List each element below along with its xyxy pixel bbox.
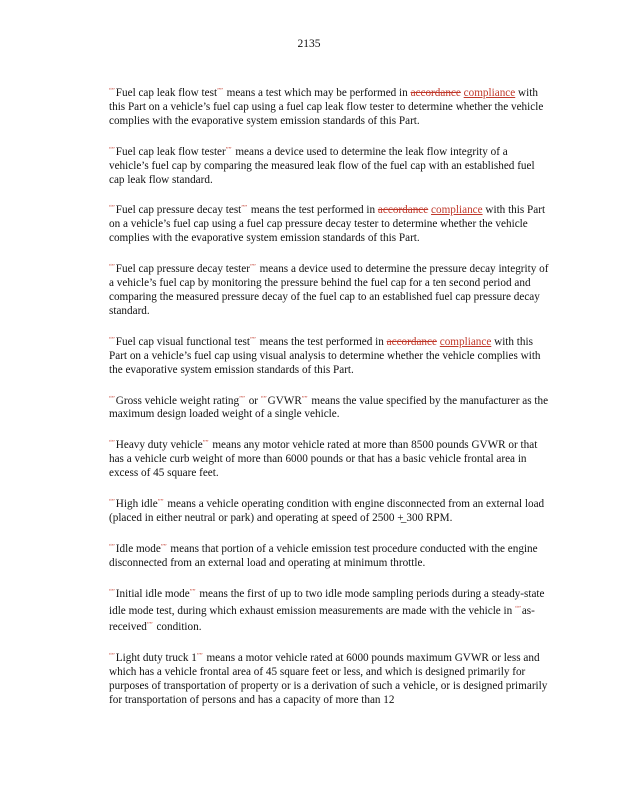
term: GVWR bbox=[267, 394, 302, 407]
definition-paragraph bbox=[109, 201, 549, 246]
term: Heavy duty vehicle bbox=[115, 439, 203, 452]
edit-mark-close: ”” bbox=[196, 652, 203, 660]
term: Fuel cap pressure decay test bbox=[115, 204, 242, 217]
edit-mark-open: “” bbox=[109, 204, 115, 212]
edit-mark-open: “” bbox=[109, 587, 115, 595]
definition-text: means the first of up to two idle mode sampling periods during a steady-state idle mode test, during which exhaust emission measurements are made with the vehicle in bbox=[109, 587, 545, 617]
edit-mark-close: ”” bbox=[250, 335, 256, 343]
term: Fuel cap leak flow tester bbox=[115, 145, 226, 158]
definition-text: means a vehicle operating condition with engine disconnected from an external load (placed in either neutral or park) and operating at speed of 2500 +̲ 300 RPM. bbox=[109, 498, 545, 524]
edit-mark-close: ”” bbox=[189, 587, 196, 595]
edit-mark-open: “” bbox=[109, 263, 115, 271]
edit-mark-close: ”” bbox=[146, 621, 153, 629]
edit-mark-open: “” bbox=[109, 652, 115, 660]
edit-mark-close: ”” bbox=[217, 87, 223, 94]
edit-mark-close: ”” bbox=[249, 263, 256, 271]
edit-mark-close: ”” bbox=[157, 498, 164, 506]
edit-mark-close: ”” bbox=[160, 542, 167, 550]
definition-text: means that portion of a vehicle emission test procedure conducted with the engine disconnected from an external load and operating at minimum throttle. bbox=[109, 542, 538, 569]
definition-text: means the test performed in bbox=[256, 335, 387, 348]
edit-mark-open: “” bbox=[109, 542, 115, 550]
definitions-body bbox=[109, 84, 549, 722]
edit-mark-open: “” bbox=[109, 145, 115, 153]
edit-mark-open: “” bbox=[109, 498, 115, 506]
edit-mark-open: “” bbox=[515, 604, 521, 612]
edit-mark-open: “” bbox=[260, 394, 267, 402]
inserted-text: compliance bbox=[431, 204, 483, 217]
definition-text: means the value specified by the manufacturer as the maximum design loaded weight of a single vehicle. bbox=[109, 394, 549, 421]
term: Light duty truck 1 bbox=[115, 652, 197, 665]
edit-mark-open: “” bbox=[109, 394, 115, 402]
term: Fuel cap visual functional test bbox=[115, 335, 250, 348]
definition-paragraph bbox=[109, 333, 549, 378]
edit-mark-close: ”” bbox=[241, 204, 248, 212]
definition-text: means a test which may be performed in bbox=[223, 87, 411, 99]
definition-paragraph bbox=[109, 495, 549, 526]
definition-text: with this Part on a vehicle’s fuel cap using a fuel cap pressure decay tester to determine whether the vehicle complies with the evaporative system emission standards of this Part. bbox=[109, 204, 546, 245]
page-number: 2135 bbox=[297, 38, 321, 50]
edit-mark-open: “” bbox=[109, 87, 115, 94]
definition-paragraph bbox=[109, 436, 549, 481]
term: Idle mode bbox=[115, 542, 161, 555]
definition-paragraph bbox=[109, 84, 549, 129]
deleted-text: accordance bbox=[377, 204, 429, 217]
term: Fuel cap pressure decay tester bbox=[115, 263, 250, 276]
definition-paragraph bbox=[109, 540, 549, 571]
deleted-text: accordance bbox=[386, 335, 437, 348]
term: Initial idle mode bbox=[115, 587, 190, 600]
definition-text: condition. bbox=[153, 621, 202, 634]
definition-text: means a device used to determine the pressure decay integrity of a vehicle’s fuel cap by monitoring the pressure behind the fuel cap for a ten second period and comparing the measured pressure decay of the fuel cap to an established fuel cap pressure decay standard. bbox=[109, 263, 549, 317]
definition-text: means any motor vehicle rated at more than 8500 pounds GVWR or that has a vehicle curb weight of more than 6000 pounds or that has a basic vehicle frontal area in excess of 45 square feet. bbox=[109, 439, 538, 480]
definition-paragraph bbox=[109, 143, 549, 188]
definition-text: means the test performed in bbox=[248, 204, 378, 217]
deleted-text: accordance bbox=[410, 87, 461, 99]
definition-text: means a device used to determine the leak flow integrity of a vehicle’s fuel cap by comparing the measured leak flow of the fuel cap with an established fuel cap leak flow standard. bbox=[109, 145, 535, 186]
term: Gross vehicle weight rating bbox=[115, 394, 240, 407]
edit-mark-close: ”” bbox=[301, 394, 308, 402]
edit-mark-close: ”” bbox=[202, 439, 209, 447]
definition-text: or bbox=[245, 394, 261, 407]
definition-text: with this Part on a vehicle’s fuel cap using visual analysis to determine whether the vehicle complies with the evaporative system emission standards of this Part. bbox=[109, 335, 541, 376]
edit-mark-open: “” bbox=[109, 439, 115, 447]
term: Fuel cap leak flow test bbox=[115, 87, 218, 99]
edit-mark-close: ”” bbox=[239, 394, 245, 402]
term: as-received bbox=[109, 604, 535, 634]
edit-mark-open: “” bbox=[109, 335, 115, 343]
definition-text: with this Part on a vehicle’s fuel cap using a fuel cap leak flow tester to determine whether the vehicle complies with the evaporative system emission standards of this Part. bbox=[109, 87, 544, 127]
definition-paragraph bbox=[109, 585, 549, 636]
term: High idle bbox=[115, 498, 158, 511]
definition-text: means a motor vehicle rated at 6000 pounds maximum GVWR or less and which has a vehicle frontal area of 45 square feet or less, and which is designed primarily for purposes of transportation of property or is a derivation of such a vehicle, or is designed primarily for transportation of persons and has a capacity of more than 12 bbox=[109, 652, 548, 707]
definition-paragraph bbox=[109, 649, 549, 708]
edit-mark-close: ”” bbox=[225, 145, 232, 153]
definition-paragraph bbox=[109, 260, 549, 319]
inserted-text: compliance bbox=[463, 87, 516, 99]
inserted-text: compliance bbox=[439, 335, 492, 348]
definition-paragraph bbox=[109, 392, 549, 423]
